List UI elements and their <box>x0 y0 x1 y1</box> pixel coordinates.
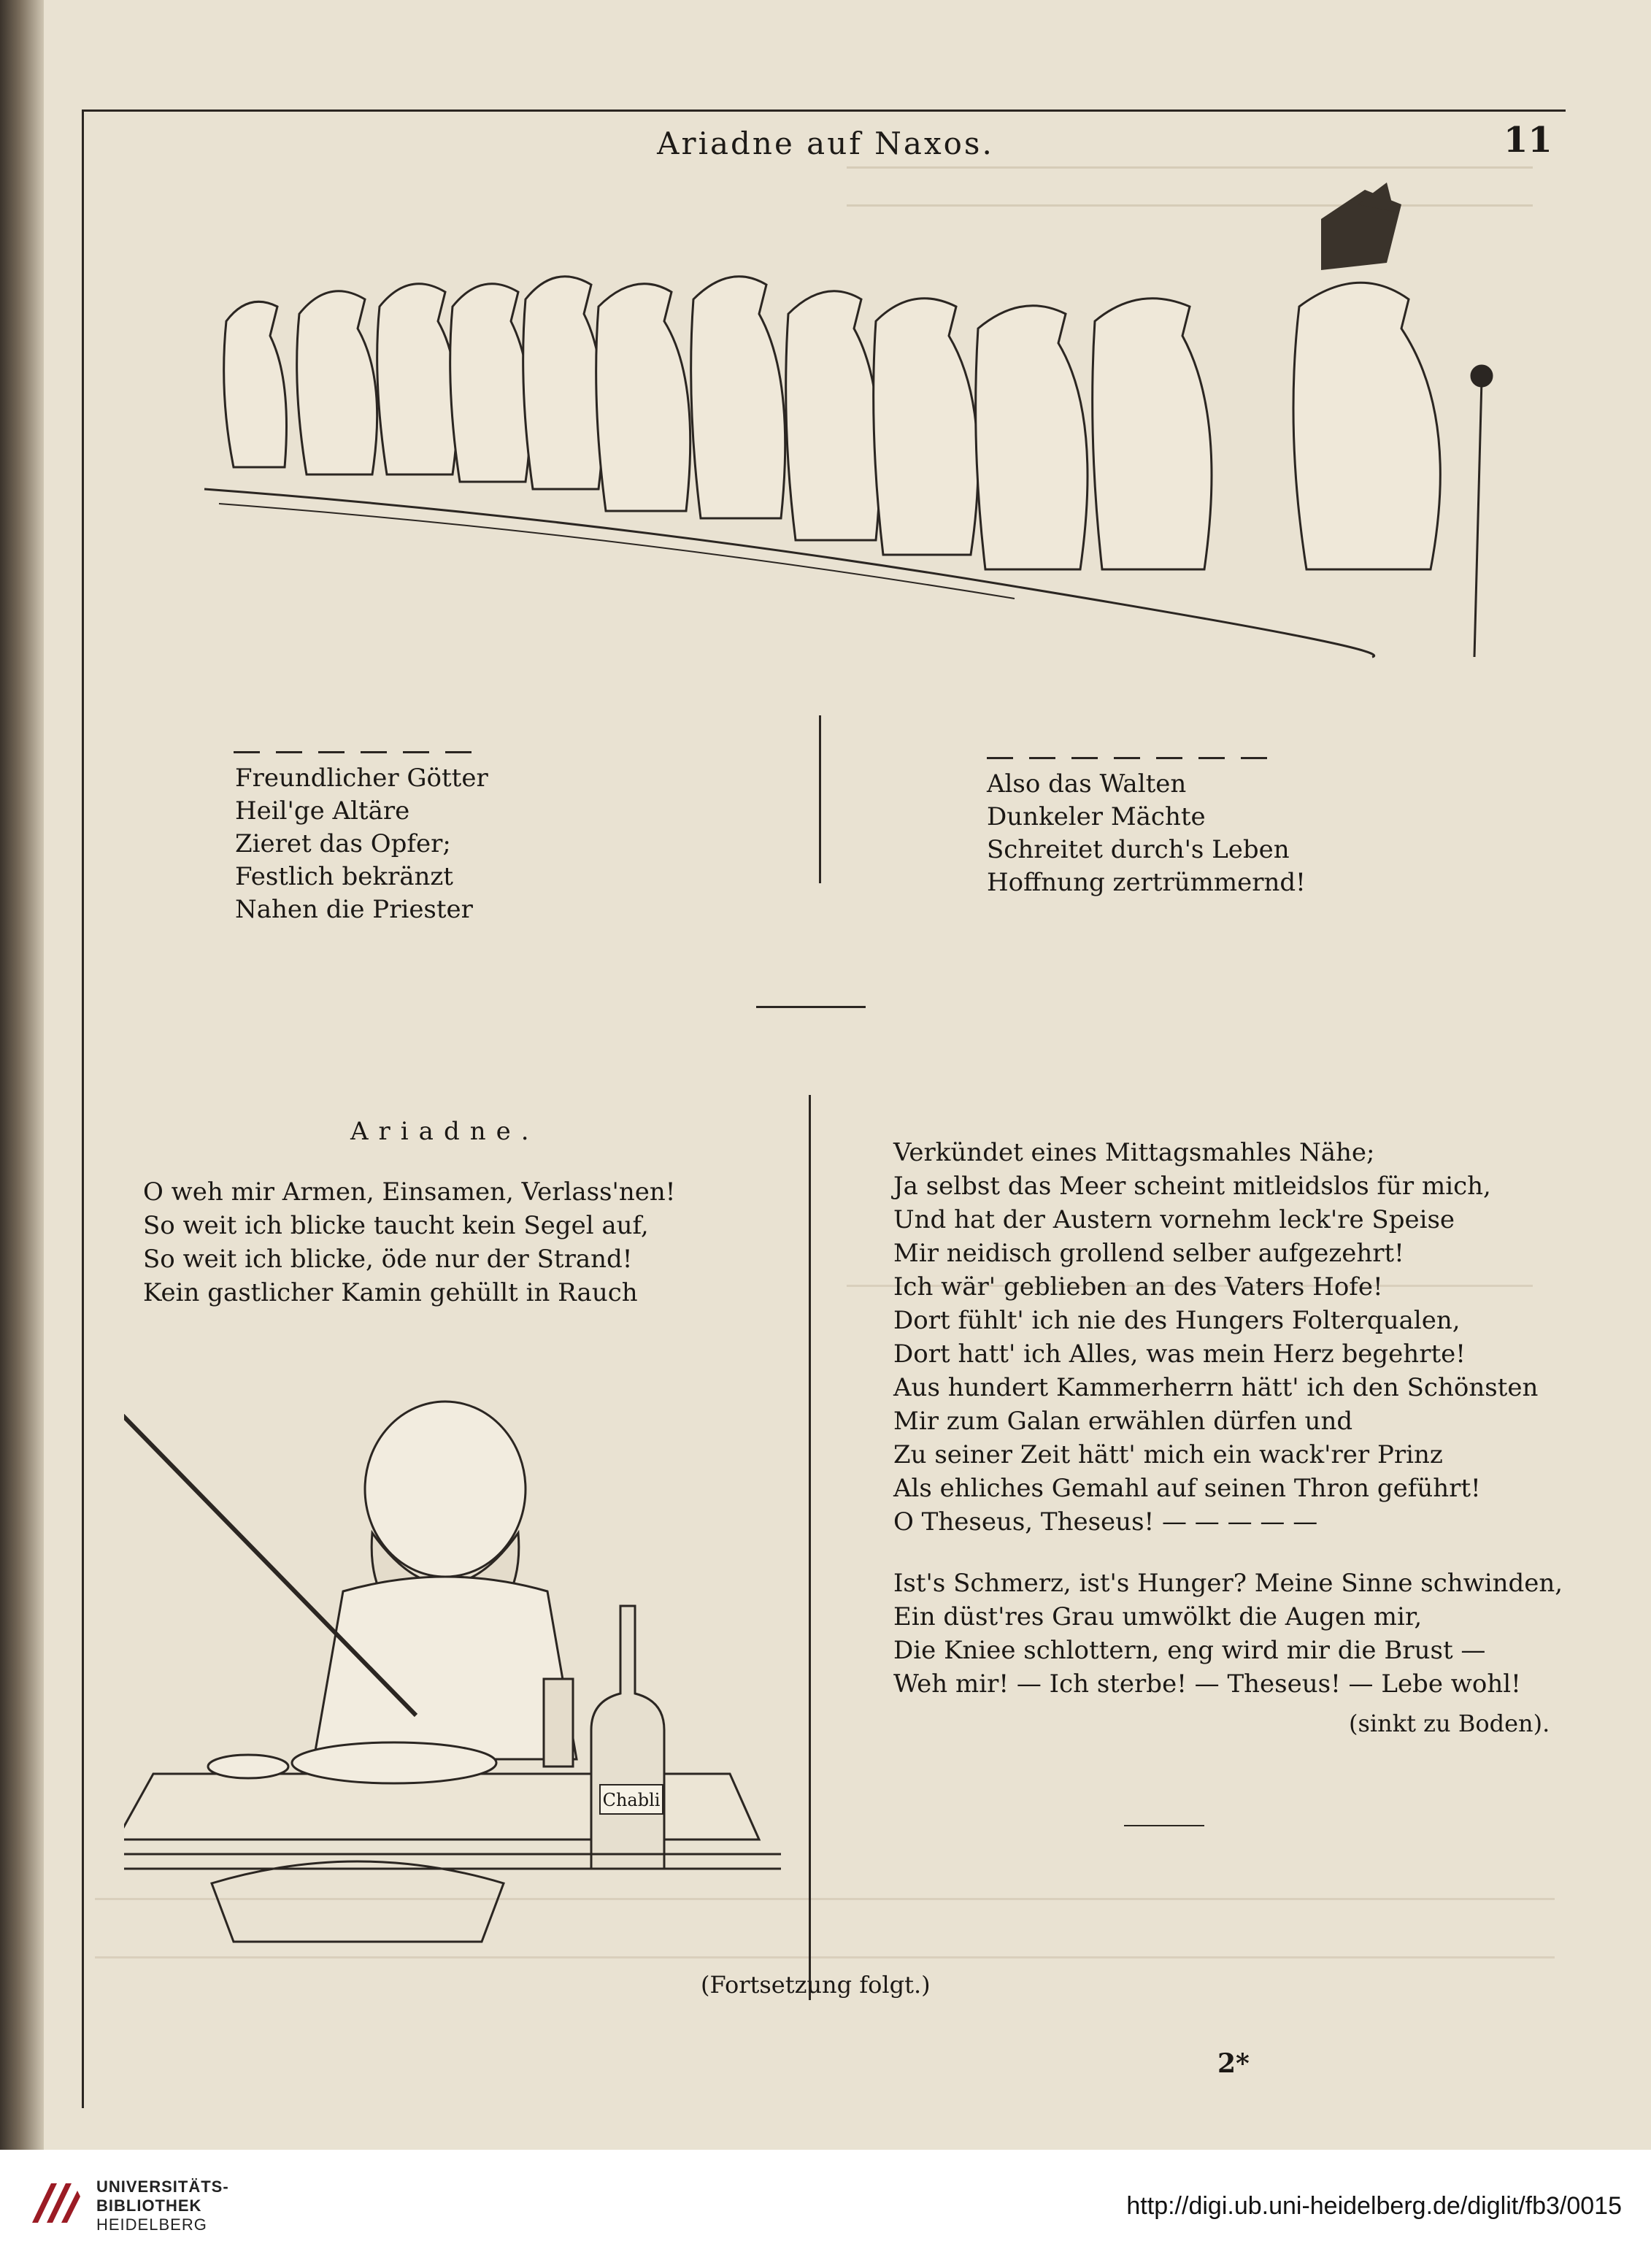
verse-line: Als ehliches Gemahl auf seinen Thron geführt! <box>893 1474 1481 1503</box>
page-title: Ariadne auf Naxos. <box>657 126 994 161</box>
ariadne-speech-right <box>893 1136 1538 1539</box>
page-number: 11 <box>1504 120 1552 161</box>
verse-line: Also das Walten <box>987 769 1187 799</box>
oyster-eater-illustration <box>124 1372 781 1949</box>
verse-line: Hoffnung zertrümmernd! <box>987 868 1306 897</box>
column-divider-top <box>819 715 821 883</box>
verse-line: Zieret das Opfer; <box>235 829 451 858</box>
book-spine <box>0 0 44 2150</box>
verse-line: Zu seiner Zeit hätt' mich ein wack'rer Prinz <box>893 1440 1443 1469</box>
ariadne-speech-left <box>143 1175 675 1310</box>
column-divider-bottom <box>809 1095 811 2000</box>
procession-illustration <box>161 175 1518 672</box>
verse-line: So weit ich blicke taucht kein Segel auf, <box>143 1211 649 1240</box>
verse-line: Verkündet eines Mittagsmahles Nähe; <box>893 1138 1375 1167</box>
printer-signature: 2* <box>1217 2048 1250 2079</box>
speaker-heading: Ariadne. <box>350 1117 539 1146</box>
verse-line: O weh mir Armen, Einsamen, Verlass'nen! <box>143 1177 676 1207</box>
verse-line: Dunkeler Mächte <box>987 802 1206 831</box>
chorus-stanza-right <box>987 768 1306 899</box>
verse-line: Ja selbst das Meer scheint mitleidslos für mich, <box>893 1172 1491 1201</box>
verse-line: Dort fühlt' ich nie des Hungers Folterqualen, <box>893 1306 1460 1335</box>
library-name <box>96 2177 229 2234</box>
stage-direction: (sinkt zu Boden). <box>1349 1710 1550 1737</box>
source-url[interactable]: http://digi.ub.uni-heidelberg.de/diglit/fb3/0015 <box>1126 2192 1622 2220</box>
continued-note: (Fortsetzung folgt.) <box>701 1971 931 1999</box>
library-footer <box>0 2150 1651 2268</box>
section-rule <box>756 1006 866 1008</box>
verse-line: Festlich bekränzt <box>235 862 453 891</box>
chorus-stanza-left <box>235 762 488 926</box>
verse-line: Nahen die Priester <box>235 895 473 924</box>
verse-line: Ist's Schmerz, ist's Hunger? Meine Sinne schwinden, <box>893 1569 1563 1598</box>
bottle-label: Chabli <box>602 1790 661 1810</box>
verse-line: Heil'ge Altäre <box>235 796 410 826</box>
verse-line: Die Kniee schlottern, eng wird mir die Brust — <box>893 1636 1486 1665</box>
verse-line: Weh mir! — Ich sterbe! — Theseus! — Lebe wohl! <box>893 1669 1521 1699</box>
verse-line: Mir zum Galan erwählen dürfen und <box>893 1407 1353 1436</box>
verse-line: Aus hundert Kammerherrn hätt' ich den Schönsten <box>893 1373 1539 1402</box>
library-name-line: UNIVERSITÄTS- <box>96 2177 229 2196</box>
library-name-line: BIBLIOTHEK <box>96 2196 202 2215</box>
verse-line: So weit ich blicke, öde nur der Strand! <box>143 1245 633 1274</box>
verse-line: O Theseus, Theseus! — — — — — <box>893 1507 1318 1537</box>
verse-line: Schreitet durch's Leben <box>987 835 1290 864</box>
library-name-line: HEIDELBERG <box>96 2215 207 2234</box>
ariadne-final-stanza <box>893 1567 1563 1701</box>
verse-line: Und hat der Austern vornehm leck're Speise <box>893 1205 1455 1234</box>
verse-line: Kein gastlicher Kamin gehüllt in Rauch <box>143 1278 638 1307</box>
verse-line: Mir neidisch grollend selber aufgezehrt! <box>893 1239 1404 1268</box>
university-library-logo-icon <box>22 2172 88 2237</box>
end-rule <box>1124 1825 1204 1826</box>
verse-line: Freundlicher Götter <box>235 764 488 793</box>
verse-line: Dort hatt' ich Alles, was mein Herz begehrte! <box>893 1339 1466 1369</box>
verse-line: Ein düst'res Grau umwölkt die Augen mir, <box>893 1602 1423 1631</box>
verse-line: Ich wär' geblieben an des Vaters Hofe! <box>893 1272 1383 1302</box>
